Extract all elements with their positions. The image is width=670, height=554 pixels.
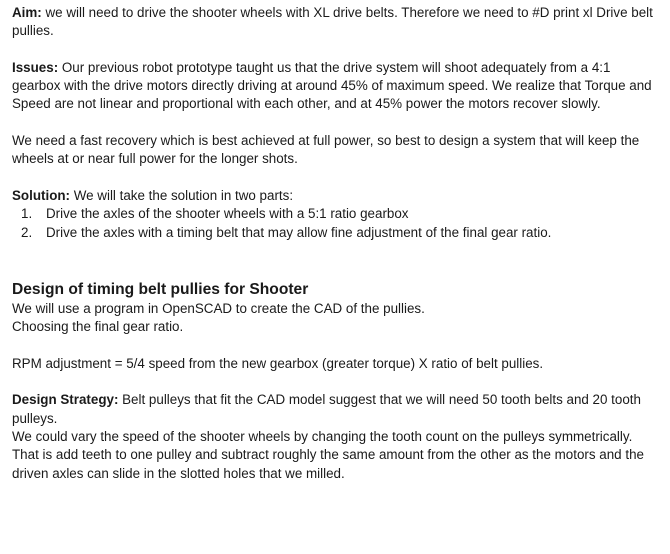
strategy-text: Belt pulleys that fit the CAD model suggest that we will need 50 tooth belts and 20 tooth pulleys.	[12, 392, 641, 426]
strategy-label: Design Strategy:	[12, 392, 119, 408]
aim-paragraph	[12, 4, 660, 41]
solution-text: We will take the solution in two parts:	[70, 187, 294, 203]
design-heading: Design of timing belt pullies for Shooter	[12, 280, 309, 298]
strategy-paragraph-2: We could vary the speed of the shooter wheels by changing the tooth count on the pulleys symmetrically. That is add teeth to one pulley and subtract roughly the same amount from the other as the motors and the driven axles can slide in the slotted holes that we milled.	[12, 428, 644, 481]
issues-text: Our previous robot prototype taught us that the drive system will shoot adequately from a 4:1 gearbox with the drive motors directly driving at around 45% of maximum speed. We realize that Torque and Speed are not linear and proportional with each other, and at 45% power the motors recover slowly.	[12, 59, 652, 112]
issues-paragraph	[12, 59, 660, 114]
rpm-line: RPM adjustment = 5/4 speed from the new gearbox (greater torque) X ratio of belt pullies.	[12, 355, 544, 371]
list-item	[12, 205, 660, 223]
list-item-number: 2.	[21, 224, 33, 240]
design-line-1: We will use a program in OpenSCAD to create the CAD of the pullies.	[12, 300, 425, 316]
strategy-paragraph	[12, 391, 660, 428]
solution-paragraph	[12, 187, 660, 205]
list-item-text: Drive the axles with a timing belt that may allow fine adjustment of the final gear ratio.	[46, 224, 552, 240]
solution-list	[12, 205, 660, 242]
list-item-text: Drive the axles of the shooter wheels with a 5:1 ratio gearbox	[46, 206, 409, 222]
issues-label: Issues:	[12, 59, 59, 75]
design-line-2: Choosing the final gear ratio.	[12, 319, 184, 335]
aim-text: we will need to drive the shooter wheels with XL drive belts. Therefore we need to #D print xl Drive belt pullies.	[12, 5, 653, 39]
aim-label: Aim:	[12, 5, 42, 20]
solution-label: Solution:	[12, 187, 71, 203]
list-item-number: 1.	[21, 206, 33, 222]
list-item	[12, 224, 660, 242]
recovery-paragraph: We need a fast recovery which is best achieved at full power, so best to design a system that will keep the wheels at or near full power for the longer shots.	[12, 133, 640, 167]
